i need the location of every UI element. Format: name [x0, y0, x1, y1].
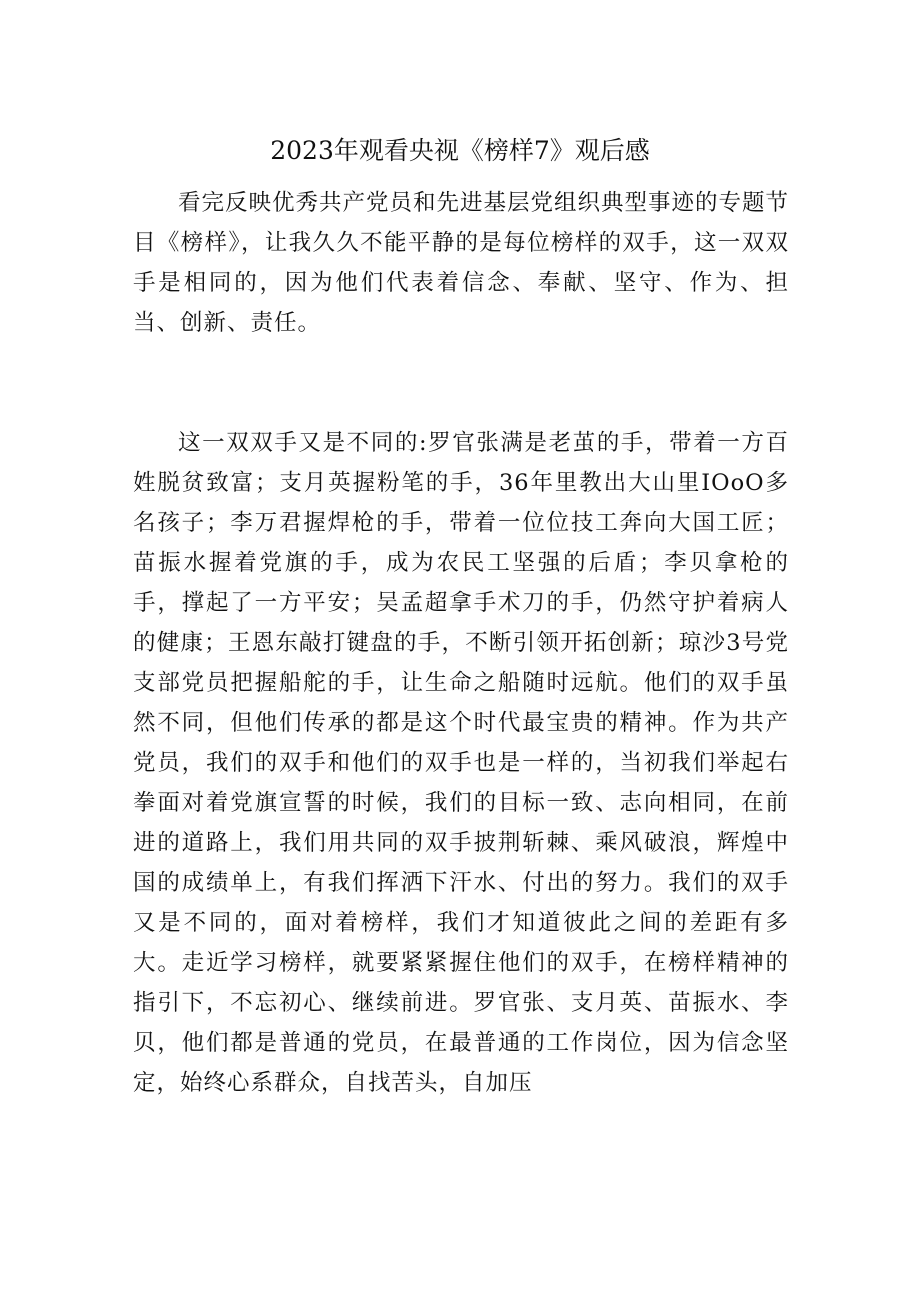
paragraph-2: 这一双双手又是不同的:罗官张满是老茧的手，带着一方百姓脱贫致富；支月英握粉笔的手，36年里教出大山里IOoO多名孩子；李万君握焊枪的手，带着一位位技工奔向大国工匠；苗振水握着党旗的手，成为农民工坚强的后盾；李贝拿枪的手，撑起了一方平安；吴孟超拿手术刀的手，仍然守护着病人的健康；王恩东敲打键盘的手，不断引领开拓创新；琼沙3号党支部党员把握船舵的手，让生命之船随时远航。他们的双手虽然不同，但他们传承的都是这个时代最宝贵的精神。作为共产党员，我们的双手和他们的双手也是一样的，当初我们举起右拳面对着党旗宣誓的时候，我们的目标一致、志向相同，在前进的道路上，我们用共同的双手披荆斩棘、乘风破浪，辉煌中国的成绩单上，有我们挥洒下汗水、付出的努力。我们的双手又是不同的，面对着榜样，我们才知道彼此之间的差距有多大。走近学习榜样，就要紧紧握住他们的双手，在榜样精神的指引下，不忘初心、继续前进。罗官张、支月英、苗振水、李贝，他们都是普通的党员，在最普通的工作岗位，因为信念坚定，始终心系群众，自找苦头，自加压	[133, 430, 789, 1096]
document-title: 2023年观看央视《榜样7》观后感	[270, 136, 650, 165]
paragraph-1: 看完反映优秀共产党员和先进基层党组织典型事迹的专题节目《榜样》，让我久久不能平静的是每位榜样的双手，这一双双手是相同的，因为他们代表着信念、奉献、坚守、作为、担当、创新、责任。	[133, 190, 790, 336]
